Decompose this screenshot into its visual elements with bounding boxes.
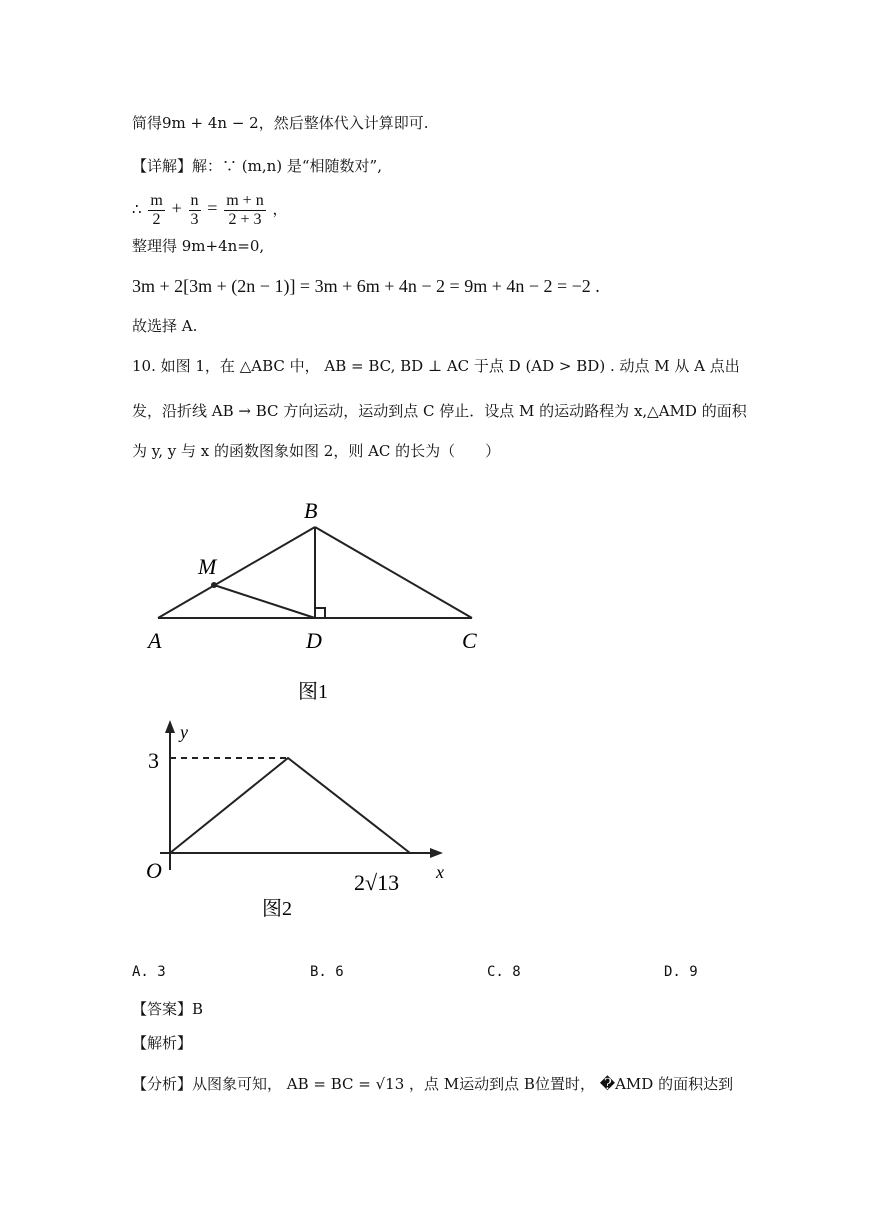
figure-2-caption: 图2 (262, 898, 292, 920)
label-d: D (306, 628, 322, 653)
label-x-max: 2√13 (354, 870, 400, 895)
label-three: 3 (148, 748, 159, 773)
option-d: D. 9 (664, 964, 698, 980)
equation-line: 3m + 2[3m + (2n − 1)] = 3m + 6m + 4n − 2 = 9m + 4n − 2 = −2 . (132, 276, 600, 296)
figure-1-caption: 图1 (298, 681, 328, 703)
text-line-4: 整理得 9m+4n=0, (132, 237, 265, 255)
analysis-line: 【分析】从图象可知， AB = BC = √13 ，点 M运动到点 B位置时， �AMD 的面积达到 (132, 1075, 734, 1093)
question-line-2: 发，沿折线 AB → BC 方向运动，运动到点 C 停止．设点 M 的运动路程为 x,△AMD 的面积 (132, 402, 747, 420)
fraction-equation: ∴ $\frac{m}{2}$ + $\frac{n}{3}$ = $\frac{m + n}{2 + 3}$ ， (132, 191, 288, 228)
label-x: x (436, 862, 444, 882)
therefore-symbol: ∴ (132, 200, 142, 218)
figure-2-graph (160, 725, 435, 870)
fraction-n-3: $\frac{n}{3}$ (190, 191, 199, 228)
label-origin: O (146, 858, 162, 883)
analysis-title: 【解析】 (132, 1034, 193, 1052)
question-line-1: 10. 如图 1，在 △ABC 中， AB = BC, BD ⊥ AC 于点 D (AD > BD) . 动点 M 从 A 点出 (132, 357, 740, 375)
text-line-1: 简得9m + 4n − 2，然后整体代入计算即可. (132, 114, 429, 132)
text-line-2: 【详解】解：∵ (m,n) 是“相随数对”, (132, 157, 382, 175)
fraction-mn-sum: $\frac{m + n}{2 + 3}$ (226, 191, 264, 228)
question-line-3: 为 y, y 与 x 的函数图象如图 2，则 AC 的长为（ ） (132, 442, 501, 460)
option-a: A. 3 (132, 964, 166, 980)
fraction-m-2: $\frac{m}{2}$ (150, 191, 163, 228)
label-a: A (148, 628, 162, 653)
answer-line: 【答案】B (132, 1000, 204, 1018)
text-line-6: 故选择 A. (132, 317, 198, 335)
label-y: y (180, 722, 188, 742)
label-m: M (198, 554, 217, 579)
option-b: B. 6 (310, 964, 344, 980)
label-c: C (462, 628, 477, 653)
option-c: C. 8 (487, 964, 521, 980)
label-b: B (304, 498, 318, 523)
